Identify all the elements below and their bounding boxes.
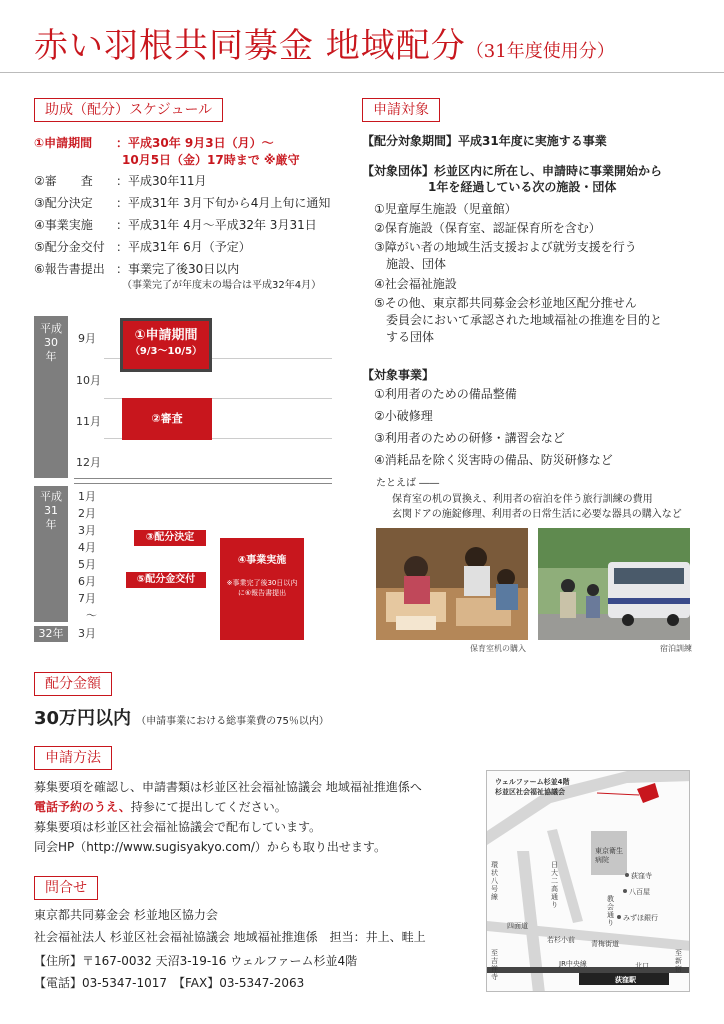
month-label: 10月 <box>76 374 101 387</box>
list-item: 委員会において承認された地域福祉の推進を目的と <box>374 313 663 327</box>
month-label: 2月 <box>78 507 96 520</box>
contact-phone: 【電話】03-5347-1017 【FAX】03-5347-2063 <box>34 976 305 990</box>
map-aoume: 青梅街道 <box>591 940 619 948</box>
month-label: 4月 <box>78 541 96 554</box>
photo-overnight-training-image <box>538 528 690 640</box>
amount-value: 30万円以内 <box>34 708 132 729</box>
contact-address: 【住所】〒167-0032 天沼3-19-16 ウェルファーム杉並4階 <box>34 954 358 968</box>
access-map <box>486 770 690 992</box>
example-label: たとえば ―― <box>376 478 440 489</box>
schedule-list <box>34 134 354 293</box>
amount-line <box>34 704 329 730</box>
month-label: 〜 <box>86 609 97 622</box>
header-divider <box>0 72 724 73</box>
month-label: 12月 <box>76 456 101 469</box>
map-road-kyokai: 教会通り <box>607 895 614 927</box>
list-item: ④消耗品を除く災害時の備品、防災研修など <box>374 453 613 467</box>
list-item: ③利用者のための研修・講習会など <box>374 431 565 445</box>
target-period: 【配分対象期間】平成31年度に実施する事業 <box>362 134 607 148</box>
month-label: 3月 <box>78 524 96 537</box>
box-fund-delivery: ⑤配分金交付 <box>126 572 206 588</box>
box-allocation-decision: ③配分決定 <box>134 530 206 546</box>
target-projects-heading: 【対象事業】 <box>362 368 435 382</box>
photo-desk-purchase <box>376 528 528 640</box>
month-label: 5月 <box>78 558 96 571</box>
target-org-heading: 【対象団体】杉並区内に所在し、申請時に事業開始から <box>362 164 663 178</box>
schedule-timeline <box>34 316 332 642</box>
map-road-nichidai: 日大二高通り <box>551 861 558 909</box>
map-temple: 荻窪寺 <box>631 872 652 880</box>
target-org-list <box>374 200 662 345</box>
title-subtitle: （31年度使用分） <box>465 41 615 62</box>
method-text <box>34 778 422 858</box>
schedule-item-4: ④事業実施 ：平成31年 4月〜平成32年 3月31日 <box>34 218 317 232</box>
list-item: ⑤その他、東京都共同募金会杉並地区配分推せん <box>374 296 637 310</box>
schedule-item-5: ⑤配分金交付 ：平成31年 6月（予定） <box>34 240 251 254</box>
map-hospital: 東京衛生病院 <box>595 847 623 864</box>
contact-line-1: 東京都共同募金会 杉並地区協力会 <box>34 908 218 922</box>
month-label: 1月 <box>78 490 96 503</box>
map-jr-line: JR中央線 <box>559 960 587 968</box>
list-item: ①利用者のための備品整備 <box>374 387 517 401</box>
example-line: 玄関ドアの施錠修理、利用者の日常生活に必要な器具の購入など <box>392 509 682 520</box>
photo-overnight-training <box>538 528 690 640</box>
list-item: ④社会福祉施設 <box>374 277 457 291</box>
schedule-item-2: ②審 査 ：平成30年11月 <box>34 174 207 188</box>
year-bar-h32: 32年 <box>34 626 68 642</box>
map-building-label: ウェルファーム杉並4階 <box>495 778 570 786</box>
box-review: ②審査 <box>122 398 212 440</box>
title-main: 赤い羽根共同募金 地域配分 <box>34 26 466 66</box>
amount-heading: 配分金額 <box>34 672 112 696</box>
map-road-kanpachi: 環状八号線 <box>491 861 498 901</box>
list-item: する団体 <box>374 330 435 344</box>
target-org-heading-2: 1年を経過している次の施設・団体 <box>428 180 617 194</box>
box-project-implementation: ④事業実施 ※事業完了後30日以内に⑥報告書提出 <box>220 538 304 640</box>
page-title <box>34 18 615 67</box>
method-line-3: 募集要項は杉並区社会福祉協議会で配布しています。 <box>34 820 322 834</box>
month-label: 3月 <box>78 627 96 640</box>
map-org-label: 杉並区社会福祉協議会 <box>495 788 565 796</box>
target-project-list <box>374 385 613 473</box>
schedule-item-3: ③配分決定 ：平成31年 3月下旬から4月上旬に通知 <box>34 196 331 210</box>
map-station: 荻窪駅 <box>615 976 636 984</box>
target-heading: 申請対象 <box>362 98 440 122</box>
map-yaomasa: 八百屋 <box>629 888 650 896</box>
method-line-4: 同会HP（http://www.sugisyakyo.com/）からも取り出せます。 <box>34 840 386 854</box>
access-map-roads <box>487 771 690 992</box>
box-application-period: ①申請期間 （9/3〜10/5） <box>120 318 212 372</box>
month-label: 6月 <box>78 575 96 588</box>
map-wakasugi: 若杉小前 <box>547 936 575 944</box>
photo-desk-purchase-caption: 保育室机の購入 <box>470 644 526 653</box>
month-label: 11月 <box>76 415 101 428</box>
schedule-item-6b: （事業完了が年度末の場合は平成32年4月） <box>122 280 322 291</box>
map-kitaguchi: 北口 <box>635 962 649 970</box>
map-to-kichijoji: 至吉祥寺 <box>491 949 498 981</box>
timeline-break-top <box>74 478 332 479</box>
year-bar-h31: 平成31年 <box>34 486 68 622</box>
month-label: 9月 <box>78 332 96 345</box>
map-mizuho: みずほ銀行 <box>623 914 658 922</box>
schedule-item-6: ⑥報告書提出 ：事業完了後30日以内 <box>34 262 240 276</box>
month-label: 7月 <box>78 592 96 605</box>
photo-overnight-training-caption: 宿泊訓練 <box>660 644 692 653</box>
amount-note: （申請事業における総事業費の75％以内） <box>136 716 329 727</box>
timeline-break-bottom <box>74 483 332 484</box>
list-item: ②小破修理 <box>374 409 433 423</box>
map-shimendo: 四面道 <box>507 922 528 930</box>
map-to-shinjuku: 至新宿 <box>675 949 682 973</box>
method-line-2: 電話予約のうえ、持参にて提出してください。 <box>34 800 287 814</box>
method-line-1: 募集要項を確認し、申請書類は杉並区社会福祉協議会 地域福祉推進係へ <box>34 780 422 794</box>
list-item: 施設、団体 <box>374 257 447 271</box>
schedule-item-1: ①申請期間 ：平成30年 9月3日（月）〜 <box>34 136 274 150</box>
example-line: 保育室の机の買換え、利用者の宿泊を伴う旅行訓練の費用 <box>392 494 653 505</box>
contact-text <box>34 906 426 996</box>
contact-heading: 問合せ <box>34 876 98 900</box>
year-bar-h30: 平成30年 <box>34 316 68 478</box>
contact-line-2: 社会福祉法人 杉並区社会福祉協議会 地域福祉推進係 担当：井上、畦上 <box>34 930 426 944</box>
list-item: ③障がい者の地域生活支援および就労支援を行う <box>374 240 637 254</box>
schedule-heading: 助成（配分）スケジュール <box>34 98 223 122</box>
photo-desk-purchase-image <box>376 528 528 640</box>
schedule-item-1b: 10月5日（金）17時まで ※厳守 <box>122 153 300 167</box>
list-item: ②保育施設（保育室、認証保育所を含む） <box>374 221 601 235</box>
method-heading: 申請方法 <box>34 746 112 770</box>
list-item: ①児童厚生施設（児童館） <box>374 202 517 216</box>
